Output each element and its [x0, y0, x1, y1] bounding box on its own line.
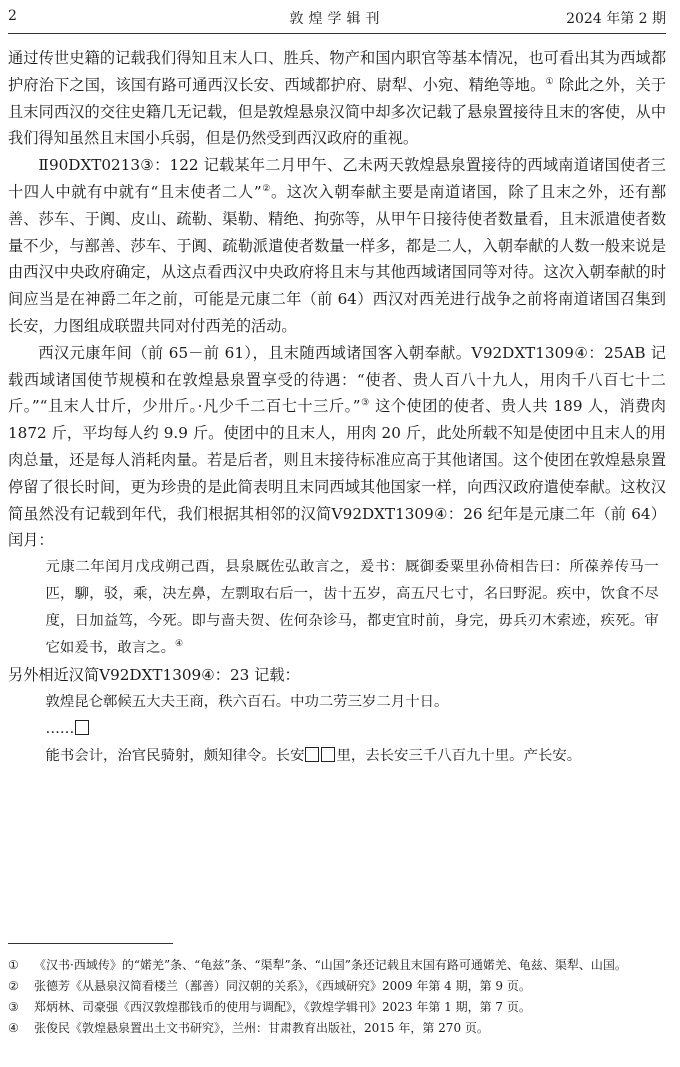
- footnote-mark: ②: [8, 979, 19, 993]
- footnote-item: [8, 997, 666, 1018]
- missing-char-box: [305, 747, 319, 762]
- footnote-ref-1[interactable]: ①: [545, 76, 554, 87]
- running-header: [8, 8, 666, 28]
- footnote-ref-4[interactable]: ④: [174, 639, 184, 650]
- journal-title: 敦煌学辑刊: [289, 11, 385, 27]
- footnote-ref-3[interactable]: ③: [360, 398, 370, 409]
- paragraph-3: 西汉元康年间（前 65－前 61），且末随西域诸国客入朝奉献。Ⅴ92DXT1309④：25AB 记载西域诸国使节规模和在敦煌悬泉置享受的待遇：“使者、贵人百八十九人，用肉千八百七十二斤。”“且末人廿斤，少卅斤。·凡少千二百七十三斤。”③ 这个使团的使者、贵人共 189 人，消费肉 1872 斤，平均每人约 9.9 斤。使团中的且末人，用肉 20 斤，此处所载不知是使团中且末人的用肉总量，还是每人消耗肉量。若是后者，则且末接待标准应高于其他诸国。这个使团在敦煌悬泉置停留了很长时间，更为珍贵的是此简表明且末同西域其他国家一样，向西汉政府遣使奉献。这枚汉简虽然没有记载到年代，我们根据其相邻的汉简Ⅴ92DXT1309④：26 纪年是元康二年（前 64）闰月：: [8, 343, 666, 550]
- header-rule: [8, 33, 666, 34]
- footnote-text: 张德芳《从悬泉汉简看楼兰（鄯善）同汉朝的关系》，《西域研究》2009 年第 4 期，第 9 页。: [34, 979, 531, 993]
- page-number: 2: [8, 8, 17, 24]
- footnote-item: [8, 955, 666, 976]
- missing-char-box: [321, 747, 335, 762]
- quote-block-2: 敦煌昆仑鄣候五大夫王商，秩六百石。中功二劳三岁二月十日。: [45, 693, 449, 710]
- quote-block-3: ……: [8, 716, 666, 743]
- footnote-text: 郑炳林、司豪强《西汉敦煌郡钱币的使用与调配》，《敦煌学辑刊》2023 年第 1 期，第 7 页。: [34, 1000, 531, 1014]
- paragraph-1: 通过传世史籍的记载我们得知且末人口、胜兵、物产和国内职官等基本情况，也可看出其为西域都护府治下之国，该国有路可通西汉长安、西域都护府、尉犁、小宛、精绝等地。① 除此之外，关于且末同西汉的交往史籍几无记载，但是敦煌悬泉汉简中却多次记载了悬泉置接待且末的客使，从中我们得知虽然且末国小兵弱，但是仍然受到西汉政府的重视。: [8, 49, 667, 148]
- footnote-mark: ③: [8, 1000, 19, 1014]
- paragraph-2: Ⅱ90DXT0213③：122 记载某年二月甲午、乙未两天敦煌悬泉置接待的西域南道诸国使者三十四人中就有中就有“且末使者二人”②。这次入朝奉献主要是南道诸国，除了且末之外，还有鄯善、莎车、于阗、皮山、疏勒、渠勒、精绝、拘弥等，从甲午日接待使者数量看，且末派遣使者数量不少，与鄯善、莎车、于阗、疏勒派遣使者数量一样多，都是二人，入朝奉献的人数一般来说是由西汉中央政府确定，从这点看西汉中央政府将且末与其他西域诸国同等对待。这次入朝奉献的时间应当是在神爵二年之前，可能是元康二年（前 64）西汉对西羌进行战争之前将南道诸国召集到长安，力图组成联盟共同对付西羌的活动。: [8, 156, 667, 335]
- issue-label: 2024 年第 2 期: [566, 11, 666, 27]
- footnotes: [8, 955, 666, 1039]
- missing-char-box: [75, 720, 89, 735]
- footnote-ref-2[interactable]: ②: [261, 183, 271, 194]
- footnote-mark: ④: [8, 1021, 19, 1035]
- footnote-item: [8, 976, 666, 997]
- footnote-item: [8, 1018, 666, 1039]
- article-body: [8, 45, 666, 770]
- quote-block-1: 元康二年闰月戊戌朔己酉，县泉厩佐弘敢言之，爰书：厩御委粟里孙倚相告曰：所葆养传马一匹，駠，驳，乘，决左鼻，左剽取右后一，齿十五岁，高五尺七寸，名曰野泥。疾中，饮食不尽度，日加益笃，今死。即与啬夫贺、佐何杂诊马，都吏宜时前，身完，毋兵刃木索迹，疾死。审它如爰书，敢言之。④: [45, 559, 659, 657]
- quote-block-4: 能书会计，治官民骑射，颇知律令。长安 里，去长安三千八百九十里。产长安。: [45, 747, 582, 764]
- footnote-text: 张俊民《敦煌悬泉置出土文书研究》，兰州：甘肃教育出版社，2015 年，第 270 页。: [34, 1021, 489, 1035]
- footnote-rule: [8, 943, 173, 944]
- footnote-text: 《汉书·西域传》的“婼羌”条、“龟兹”条、“渠犁”条、“山国”条还记载且末国有路可通婼羌、龟兹、渠犁、山国。: [34, 958, 627, 972]
- paragraph-4: 另外相近汉简Ⅴ92DXT1309④：23 记载：: [8, 666, 300, 685]
- footnote-mark: ①: [8, 958, 19, 972]
